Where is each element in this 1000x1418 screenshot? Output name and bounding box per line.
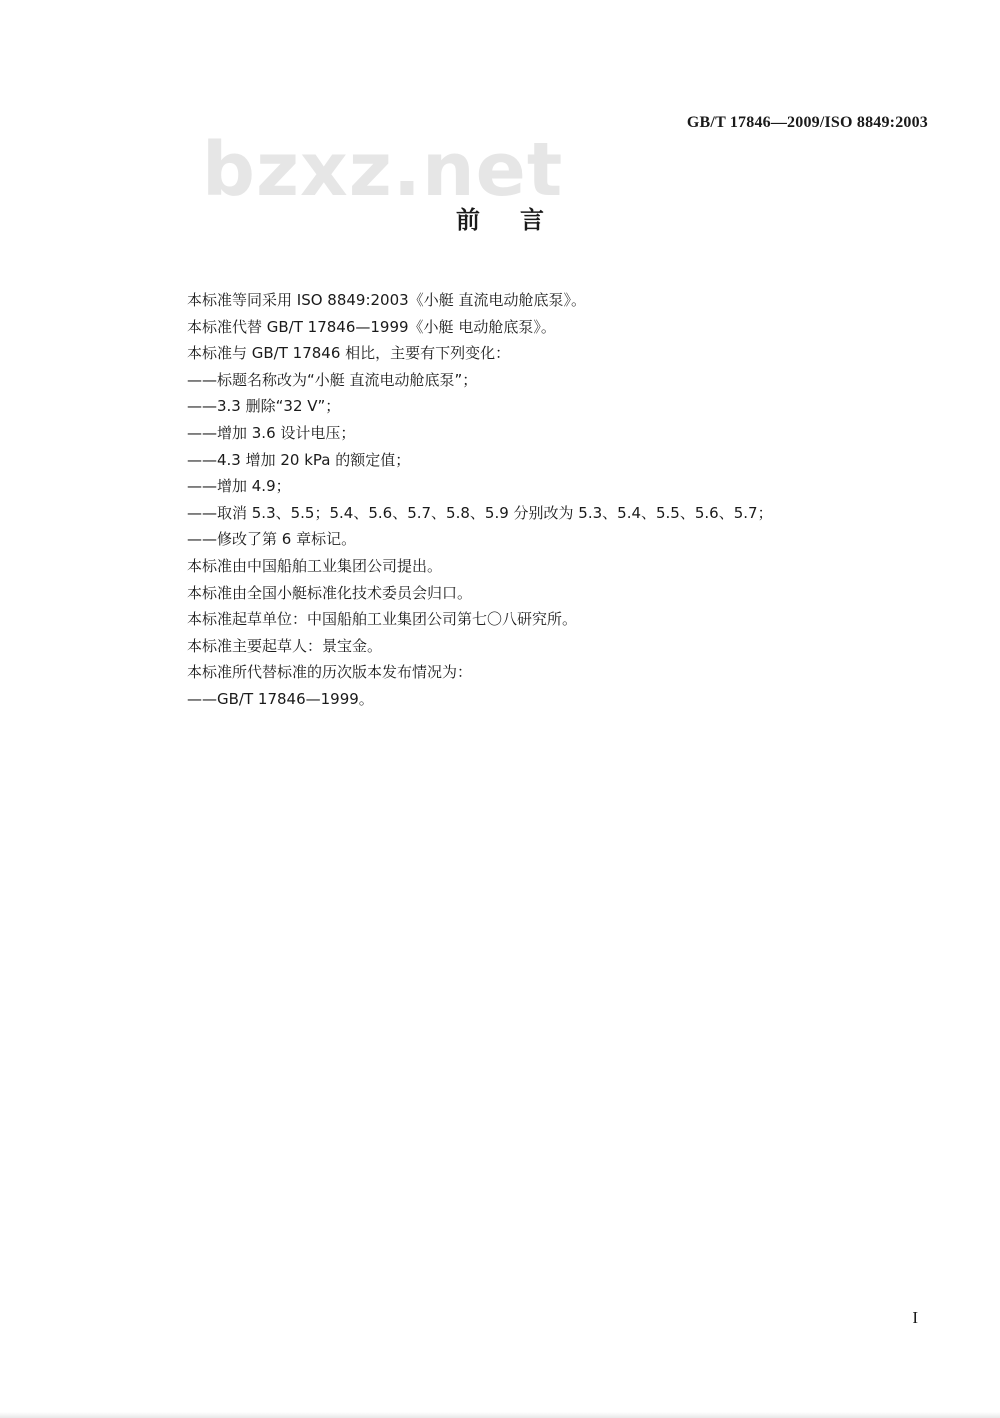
body-line: 本标准由中国船舶工业集团公司提出。 (187, 556, 443, 575)
page-bottom-edge (0, 1412, 1000, 1418)
page-title-char-1: 前 (456, 206, 480, 234)
body-line: 本标准所代替标准的历次版本发布情况为： (187, 663, 473, 682)
standard-code-header: GB/T 17846—2009/ISO 8849:2003 (686, 114, 928, 131)
body-line: ——增加 4.9； (187, 477, 291, 496)
body-line: 本标准由全国小艇标准化技术委员会归口。 (187, 583, 473, 602)
body-line: ——取消 5.3、5.5；5.4、5.6、5.7、5.8、5.9 分别改为 5.3、5.4、5.5、5.6、5.7； (187, 503, 773, 522)
body-line: 本标准代替 GB/T 17846—1999《小艇 电动舱底泵》。 (187, 317, 556, 336)
body-line: ——增加 3.6 设计电压； (187, 423, 356, 442)
body-line: ——GB/T 17846—1999。 (187, 689, 374, 708)
page-number: I (912, 1308, 918, 1327)
body-line: 本标准与 GB/T 17846 相比，主要有下列变化： (187, 344, 511, 363)
foreword-body (187, 287, 807, 713)
body-line: 本标准起草单位：中国船舶工业集团公司第七〇八研究所。 (187, 610, 578, 629)
body-line: ——修改了第 6 章标记。 (187, 530, 357, 549)
body-line: ——4.3 增加 20 kPa 的额定值； (187, 450, 411, 469)
body-line: 本标准主要起草人：景宝金。 (187, 636, 383, 655)
body-line: ——标题名称改为“小艇 直流电动舱底泵”； (187, 370, 478, 389)
watermark: bzxz.net (202, 127, 564, 213)
page-title-char-2: 言 (520, 206, 544, 234)
body-line: ——3.3 删除“32 V”； (187, 397, 341, 416)
body-line: 本标准等同采用 ISO 8849:2003《小艇 直流电动舱底泵》。 (187, 291, 586, 309)
page-title (0, 200, 1000, 235)
